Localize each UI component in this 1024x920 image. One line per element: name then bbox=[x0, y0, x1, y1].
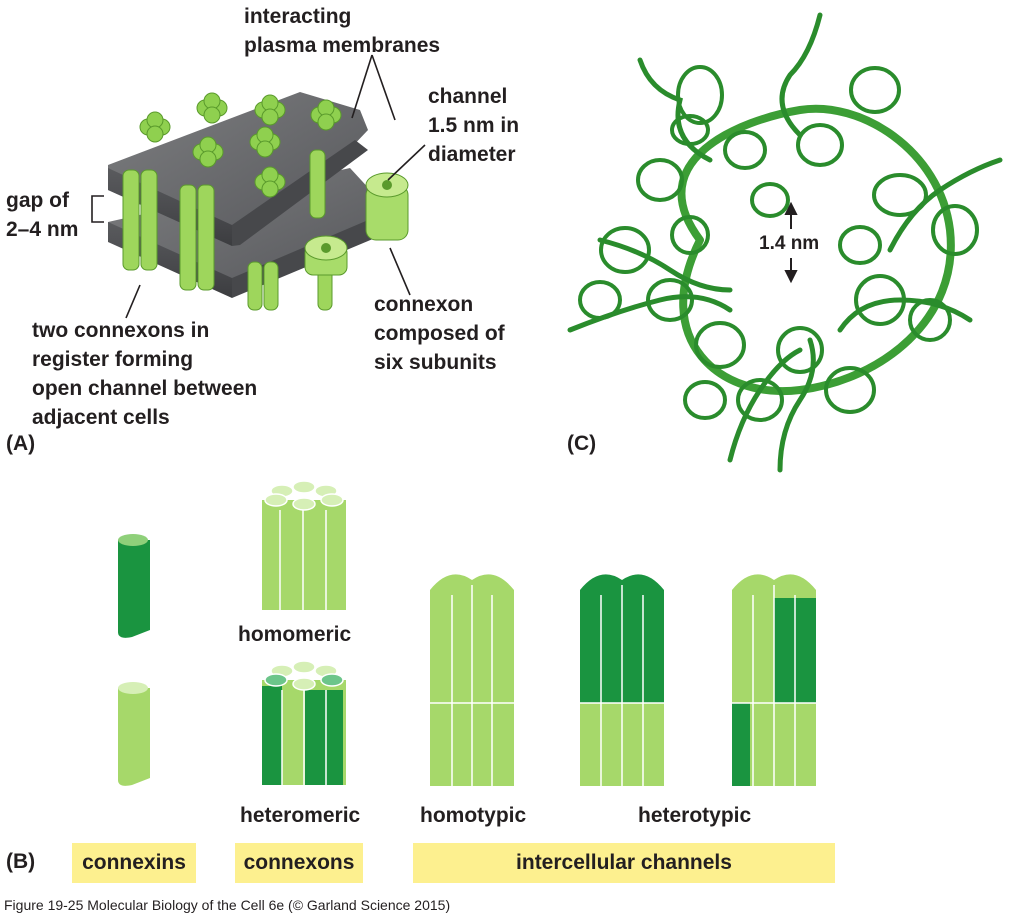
panel-label-c: (C) bbox=[567, 432, 597, 455]
label-connexon-subunits: connexon composed of six subunits bbox=[374, 293, 505, 374]
label-homotypic: homotypic bbox=[420, 804, 527, 827]
label-interacting-membranes: interacting plasma membranes bbox=[244, 5, 441, 57]
connexin-light bbox=[118, 682, 150, 786]
connexon-homomeric bbox=[262, 481, 346, 610]
channel-homotypic bbox=[430, 574, 514, 786]
band-connexins: connexins bbox=[72, 843, 196, 883]
channel-heterotypic-2 bbox=[732, 574, 816, 786]
label-homomeric: homomeric bbox=[238, 623, 352, 646]
panel-label-a: (A) bbox=[6, 432, 36, 455]
connexin-dark bbox=[118, 534, 150, 638]
band-intercellular-channels: intercellular channels bbox=[413, 843, 835, 883]
label-gap: gap of 2–4 nm bbox=[6, 189, 79, 241]
band-connexons: connexons bbox=[235, 843, 363, 883]
label-pore-width: 1.4 nm bbox=[757, 229, 821, 258]
panel-label-b: (B) bbox=[6, 850, 36, 873]
label-two-connexons: two connexons in register forming open channel between adjacent cells bbox=[32, 319, 258, 429]
label-channel-diameter: channel 1.5 nm in diameter bbox=[428, 85, 520, 166]
label-heterotypic: heterotypic bbox=[638, 804, 752, 827]
connexon-heteromeric bbox=[262, 661, 346, 785]
channel-heterotypic-1 bbox=[580, 574, 664, 786]
label-heteromeric: heteromeric bbox=[240, 804, 361, 827]
figure-caption: Figure 19-25 Molecular Biology of the Cell 6e (© Garland Science 2015) bbox=[4, 897, 451, 913]
